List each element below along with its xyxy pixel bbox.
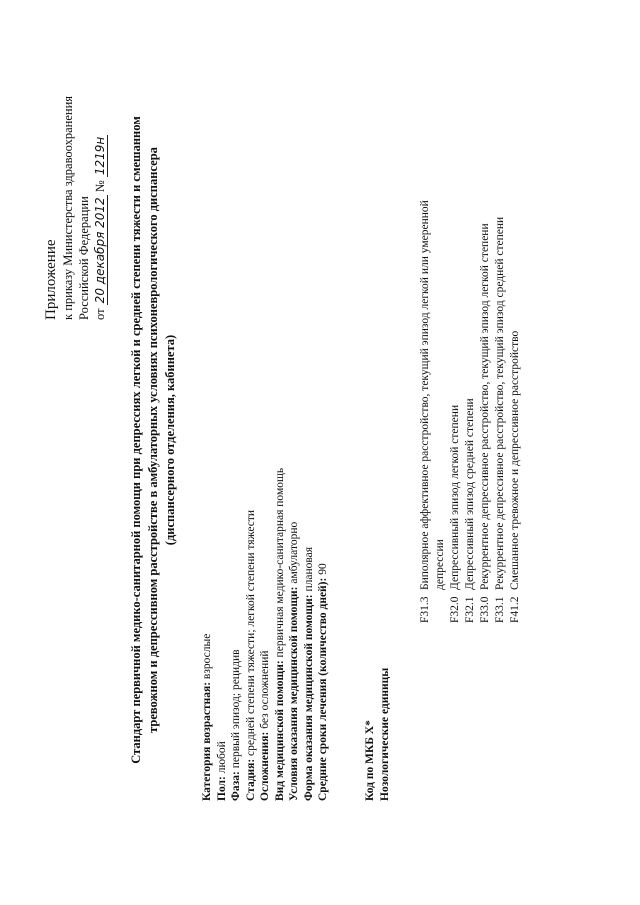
standard-parameters [200, 468, 331, 801]
param-value: первый эпизод; рецидив [230, 649, 242, 772]
icd-heading [363, 668, 392, 801]
param-row [215, 468, 230, 801]
param-row [200, 468, 215, 801]
param-row [302, 468, 317, 801]
icd-description: Депрессивный эпизод средней степени [464, 398, 476, 590]
appendix-order-line: к приказу Министерства здравоохранения [61, 95, 75, 320]
param-value: плановая [302, 546, 315, 595]
icd-description: Смешанное тревожное и депрессивное расстройство [509, 330, 521, 590]
param-row [244, 468, 259, 801]
icd-codes-table [418, 170, 523, 623]
icd-code: F33.1 [494, 596, 506, 623]
table-row [418, 170, 448, 623]
param-value: 90 [317, 563, 329, 578]
icd-description: Рекуррентное депрессивное расстройство, текущий эпизод легкой степени [479, 223, 491, 590]
icd-description: Депрессивный эпизод легкой степени [449, 404, 461, 590]
title-line-1: Стандарт первичной медико-санитарной помощи при депрессиях легкой и средней степени тяжести и смешанном [129, 116, 143, 764]
appendix-federation-line: Российской Федерации [77, 196, 91, 320]
param-label: Средние сроки лечения (количество дней): [317, 577, 329, 801]
nosological-units-label: Нозологические единицы [378, 667, 391, 801]
param-label: Вид медицинской помощи: [273, 660, 286, 801]
param-label: Стадия: [244, 758, 257, 801]
appendix-block [42, 96, 108, 320]
appendix-date-line [92, 96, 108, 320]
table-row [463, 170, 478, 623]
date-prefix: от [93, 308, 107, 320]
icd-code-label: Код по МКБ X* [364, 720, 376, 801]
param-row [273, 468, 288, 801]
table-row [478, 170, 493, 623]
param-label: Условия оказания медицинской помощи: [288, 586, 300, 801]
icd-code: F41.2 [509, 596, 521, 623]
param-label: Пол: [215, 776, 228, 801]
param-value: без осложнений [259, 650, 271, 732]
param-value: амбулаторно [288, 521, 300, 587]
param-row [316, 468, 331, 801]
param-value: любой [215, 741, 228, 777]
title-line-2: тревожном и депрессивном расстройстве в амбулаторных условиях психоневрологического диспансера [146, 147, 160, 733]
param-label: Форма оказания медицинской помощи: [302, 594, 315, 801]
icd-code: F33.0 [479, 596, 491, 623]
param-label: Категория возрастная: [201, 681, 213, 801]
param-value: взрослые [201, 633, 213, 682]
param-row [229, 468, 244, 801]
table-row [493, 170, 508, 623]
icd-code: F32.0 [449, 596, 461, 623]
param-value: первичная медико-санитарная помощь [273, 467, 286, 661]
icd-description: Биполярное аффективное расстройство, текущий эпизод легкой или умеренной депрессии [419, 200, 446, 590]
icd-code: F32.1 [464, 596, 476, 623]
param-label: Фаза: [230, 771, 242, 801]
standard-title [128, 0, 179, 885]
param-row [258, 468, 273, 801]
icd-code: F31.3 [419, 596, 431, 623]
table-row [508, 170, 523, 623]
title-line-3: (диспансерного отделения, кабинета) [163, 334, 177, 546]
icd-description: Рекуррентное депрессивное расстройство, текущий эпизод средней степени [494, 216, 506, 590]
handwritten-date: 20 декабря 2012 [93, 197, 107, 304]
param-label: Осложнения: [259, 731, 271, 801]
appendix-lead: Приложение [43, 239, 59, 320]
table-row [448, 170, 463, 623]
number-prefix: № [93, 180, 107, 193]
handwritten-number: 1219н [93, 136, 107, 176]
param-row [287, 468, 302, 801]
param-value: средней степени тяжести; легкой степени тяжести [244, 509, 257, 759]
